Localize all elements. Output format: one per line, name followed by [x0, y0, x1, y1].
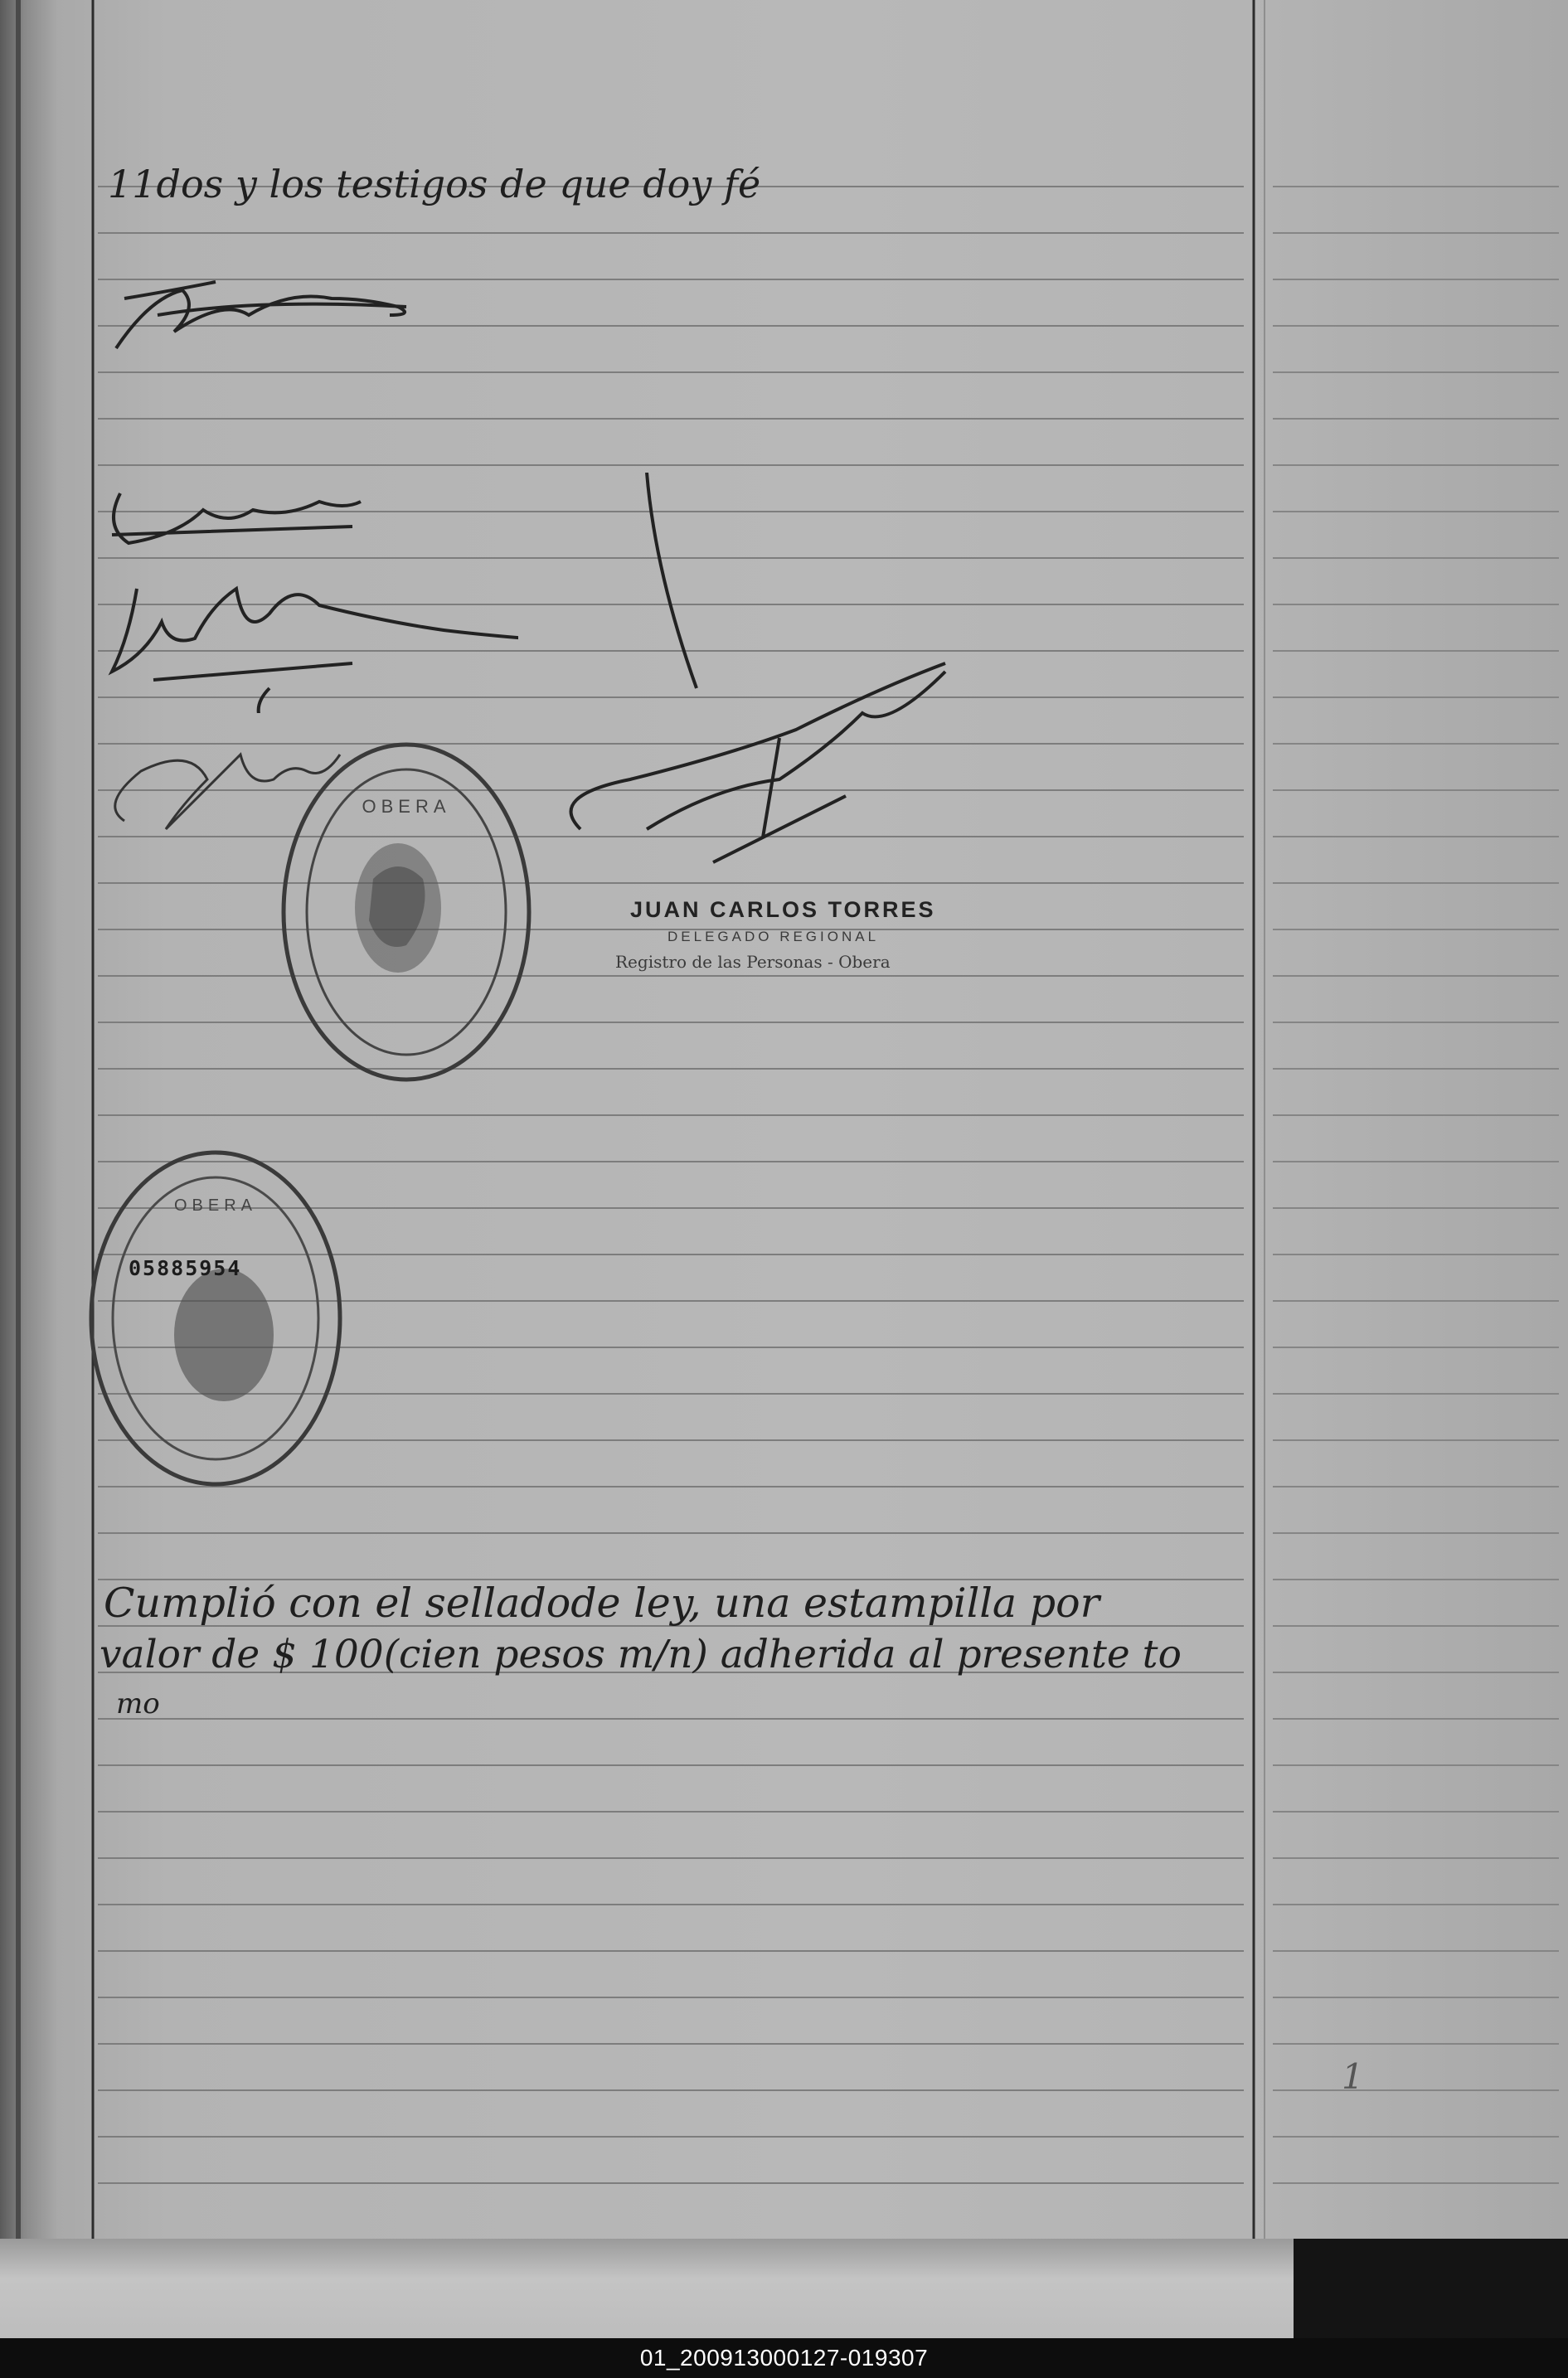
scan-background [1294, 2239, 1568, 2338]
signature-2 [104, 485, 369, 551]
closing-note-line-1: Cumplió con el selladode ley, una estampilla por [104, 1580, 1100, 1627]
fingerprint-seal [83, 1144, 348, 1492]
closing-note-line-3: mo [116, 1687, 160, 1720]
registrar-name: JUAN CARLOS TORRES [630, 897, 936, 922]
signature-3 [104, 572, 518, 713]
scan-caption: 01_200913000127-019307 [639, 2345, 929, 2371]
signature-1 [108, 265, 456, 365]
opening-line: 11dos y los testigos de que doy fé [108, 162, 761, 206]
svg-text:OBERA: OBERA [362, 796, 451, 817]
signature-4 [100, 705, 365, 837]
registrar-title: DELEGADO REGIONAL [667, 929, 880, 944]
closing-note-line-2: valor de $ 100(cien pesos m/n) adherida al presente to [100, 1632, 1182, 1677]
svg-text:OBERA: OBERA [173, 1196, 258, 1215]
scan-caption-bar [0, 2338, 1568, 2378]
margin-note: 1 [1342, 2056, 1364, 2097]
seal-number: 05885954 [129, 1256, 242, 1280]
signature-registrar [547, 473, 1012, 887]
registrar-office: Registro de las Personas - Obera [615, 952, 891, 972]
